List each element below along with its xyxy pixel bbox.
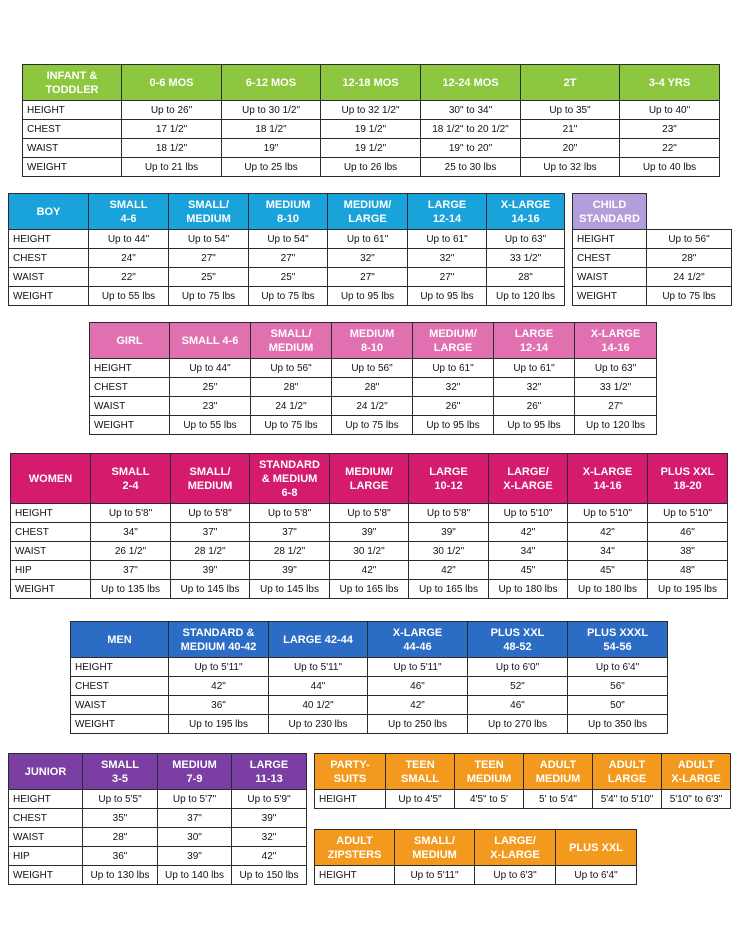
measurement-value: 30 1/2": [330, 542, 409, 561]
measurement-value: Up to 165 lbs: [330, 580, 409, 599]
table-header-row: [573, 194, 732, 230]
measurement-value: 24 1/2": [332, 397, 413, 416]
table-title: INFANT & TODDLER: [23, 65, 122, 101]
measurement-label: WAIST: [90, 397, 170, 416]
size-header: LARGE 12-14: [408, 194, 487, 230]
measurement-value: Up to 95 lbs: [413, 416, 494, 435]
measurement-value: Up to 44": [170, 359, 251, 378]
measurement-value: Up to 230 lbs: [269, 715, 368, 734]
measurement-value: 18 1/2": [222, 120, 321, 139]
measurement-label: WEIGHT: [9, 866, 83, 885]
size-header: MEDIUM 7-9: [158, 754, 232, 790]
measurement-value: Up to 55 lbs: [170, 416, 251, 435]
infant-toddler-table: [22, 64, 720, 177]
size-header: TEEN SMALL: [386, 754, 455, 790]
measurement-value: Up to 5'8": [171, 504, 250, 523]
measurement-label: CHEST: [9, 809, 83, 828]
party-suits-table: [314, 753, 731, 809]
table-row: [573, 268, 732, 287]
measurement-value: 25": [249, 268, 328, 287]
size-header: SMALL 2-4: [91, 454, 171, 504]
measurement-value: Up to 195 lbs: [648, 580, 728, 599]
measurement-value: 19": [222, 139, 321, 158]
measurement-label: CHEST: [71, 677, 169, 696]
measurement-value: Up to 5'11": [395, 866, 475, 885]
measurement-label: WEIGHT: [23, 158, 122, 177]
size-header: 2T: [521, 65, 620, 101]
measurement-value: Up to 56": [251, 359, 332, 378]
measurement-value: 28": [332, 378, 413, 397]
measurement-value: 27": [169, 249, 249, 268]
measurement-value: 23": [170, 397, 251, 416]
measurement-value: Up to 5'10": [648, 504, 728, 523]
measurement-value: Up to 5'7": [158, 790, 232, 809]
size-header: PLUS XXL 18-20: [648, 454, 728, 504]
measurement-value: 30 1/2": [409, 542, 489, 561]
measurement-label: WAIST: [573, 268, 647, 287]
table-row: [9, 249, 565, 268]
girl-table: [89, 322, 657, 435]
size-header: 12-24 MOS: [421, 65, 521, 101]
size-header: X-LARGE 14-16: [575, 323, 657, 359]
measurement-value: Up to 56": [332, 359, 413, 378]
measurement-value: Up to 35": [521, 101, 620, 120]
size-header: SMALL 4-6: [89, 194, 169, 230]
measurement-value: 56": [568, 677, 668, 696]
table-row: [9, 287, 565, 306]
measurement-value: 42": [232, 847, 307, 866]
measurement-value: 33 1/2": [575, 378, 657, 397]
measurement-value: Up to 250 lbs: [368, 715, 468, 734]
measurement-value: 36": [169, 696, 269, 715]
size-header: PLUS XXL 48-52: [468, 622, 568, 658]
size-header: LARGE 12-14: [494, 323, 575, 359]
measurement-value: 25": [170, 378, 251, 397]
measurement-value: 25 to 30 lbs: [421, 158, 521, 177]
measurement-value: 19" to 20": [421, 139, 521, 158]
measurement-label: WAIST: [9, 828, 83, 847]
measurement-value: Up to 26": [122, 101, 222, 120]
measurement-value: 44": [269, 677, 368, 696]
measurement-value: 36": [83, 847, 158, 866]
measurement-value: Up to 145 lbs: [250, 580, 330, 599]
measurement-value: Up to 61": [408, 230, 487, 249]
measurement-value: Up to 145 lbs: [171, 580, 250, 599]
measurement-value: Up to 195 lbs: [169, 715, 269, 734]
measurement-value: 37": [250, 523, 330, 542]
table-title: ADULT ZIPSTERS: [315, 830, 395, 866]
measurement-value: 46": [468, 696, 568, 715]
size-header: X-LARGE 14-16: [568, 454, 648, 504]
table-row: [315, 866, 637, 885]
measurement-value: 39": [158, 847, 232, 866]
women-table: [10, 453, 728, 599]
measurement-value: Up to 54": [169, 230, 249, 249]
measurement-value: Up to 5'8": [409, 504, 489, 523]
measurement-value: 5'4" to 5'10": [593, 790, 662, 809]
table-title: WOMEN: [11, 454, 91, 504]
table-header-row: [315, 830, 637, 866]
measurement-value: 34": [568, 542, 648, 561]
measurement-value: 28": [251, 378, 332, 397]
measurement-value: 34": [91, 523, 171, 542]
table-row: [11, 561, 728, 580]
table-row: [9, 828, 307, 847]
size-header: 3-4 YRS: [620, 65, 720, 101]
table-row: [11, 542, 728, 561]
measurement-value: 4'5" to 5': [455, 790, 524, 809]
measurement-value: 37": [171, 523, 250, 542]
measurement-value: 32": [408, 249, 487, 268]
measurement-value: Up to 32 lbs: [521, 158, 620, 177]
measurement-value: 17 1/2": [122, 120, 222, 139]
measurement-label: CHEST: [573, 249, 647, 268]
measurement-value: 39": [171, 561, 250, 580]
table-header-row: [9, 754, 307, 790]
table-row: [573, 287, 732, 306]
measurement-value: 27": [328, 268, 408, 287]
table-row: [11, 504, 728, 523]
measurement-value: Up to 5'9": [232, 790, 307, 809]
size-header: 0-6 MOS: [122, 65, 222, 101]
measurement-value: Up to 75 lbs: [251, 416, 332, 435]
table-title: CHILD STANDARD: [573, 194, 647, 230]
table-row: [9, 790, 307, 809]
measurement-value: 39": [250, 561, 330, 580]
size-header: X-LARGE 14-16: [487, 194, 565, 230]
measurement-value: 30" to 34": [421, 101, 521, 120]
measurement-value: Up to 270 lbs: [468, 715, 568, 734]
measurement-label: HEIGHT: [23, 101, 122, 120]
measurement-value: 22": [620, 139, 720, 158]
size-header: 12-18 MOS: [321, 65, 421, 101]
table-row: [9, 268, 565, 287]
table-header-row: [9, 194, 565, 230]
measurement-value: 46": [368, 677, 468, 696]
measurement-value: 50": [568, 696, 668, 715]
measurement-value: 32": [328, 249, 408, 268]
measurement-value: Up to 165 lbs: [409, 580, 489, 599]
measurement-value: Up to 75 lbs: [332, 416, 413, 435]
measurement-value: Up to 5'8": [91, 504, 171, 523]
table-row: [90, 378, 657, 397]
table-row: [23, 120, 720, 139]
measurement-value: 45": [568, 561, 648, 580]
measurement-label: HEIGHT: [573, 230, 647, 249]
measurement-value: 25": [169, 268, 249, 287]
child-standard-table: [572, 193, 732, 306]
measurement-label: HEIGHT: [71, 658, 169, 677]
table-row: [9, 847, 307, 866]
size-header: ADULT MEDIUM: [524, 754, 593, 790]
measurement-value: Up to 75 lbs: [647, 287, 732, 306]
measurement-label: CHEST: [23, 120, 122, 139]
boy-table: [8, 193, 565, 306]
measurement-value: 28": [487, 268, 565, 287]
measurement-value: 37": [91, 561, 171, 580]
measurement-value: 33 1/2": [487, 249, 565, 268]
size-header: LARGE/ X-LARGE: [475, 830, 556, 866]
measurement-value: Up to 95 lbs: [408, 287, 487, 306]
measurement-label: WEIGHT: [9, 287, 89, 306]
measurement-label: WAIST: [71, 696, 169, 715]
measurement-value: Up to 120 lbs: [487, 287, 565, 306]
measurement-value: 26 1/2": [91, 542, 171, 561]
measurement-label: HEIGHT: [90, 359, 170, 378]
measurement-value: Up to 40 lbs: [620, 158, 720, 177]
measurement-value: Up to 6'4": [568, 658, 668, 677]
measurement-label: CHEST: [11, 523, 91, 542]
table-title: JUNIOR: [9, 754, 83, 790]
table-row: [90, 416, 657, 435]
measurement-value: 46": [648, 523, 728, 542]
size-header: LARGE/ X-LARGE: [489, 454, 568, 504]
measurement-value: Up to 6'3": [475, 866, 556, 885]
measurement-label: WAIST: [9, 268, 89, 287]
size-header: MEDIUM/ LARGE: [330, 454, 409, 504]
size-header: SMALL/ MEDIUM: [395, 830, 475, 866]
measurement-label: HEIGHT: [315, 790, 386, 809]
measurement-value: Up to 350 lbs: [568, 715, 668, 734]
table-row: [573, 249, 732, 268]
size-header: MEDIUM/ LARGE: [413, 323, 494, 359]
measurement-value: 39": [232, 809, 307, 828]
size-header: MEDIUM 8-10: [332, 323, 413, 359]
measurement-label: HEIGHT: [315, 866, 395, 885]
measurement-value: Up to 180 lbs: [568, 580, 648, 599]
measurement-value: 38": [648, 542, 728, 561]
measurement-value: 32": [494, 378, 575, 397]
table-row: [315, 790, 731, 809]
size-header: 6-12 MOS: [222, 65, 321, 101]
measurement-value: 28 1/2": [250, 542, 330, 561]
measurement-value: 27": [575, 397, 657, 416]
measurement-value: 30": [158, 828, 232, 847]
measurement-value: Up to 120 lbs: [575, 416, 657, 435]
measurement-value: Up to 63": [575, 359, 657, 378]
size-header: TEEN MEDIUM: [455, 754, 524, 790]
measurement-value: 27": [408, 268, 487, 287]
size-header: LARGE 10-12: [409, 454, 489, 504]
measurement-value: 18 1/2": [122, 139, 222, 158]
table-title: BOY: [9, 194, 89, 230]
measurement-value: Up to 135 lbs: [91, 580, 171, 599]
measurement-label: WAIST: [11, 542, 91, 561]
measurement-label: HEIGHT: [9, 790, 83, 809]
measurement-value: 5'10" to 6'3": [662, 790, 731, 809]
size-header: PLUS XXL: [556, 830, 637, 866]
measurement-value: Up to 63": [487, 230, 565, 249]
table-row: [9, 866, 307, 885]
measurement-value: 21": [521, 120, 620, 139]
measurement-value: Up to 56": [647, 230, 732, 249]
measurement-value: 20": [521, 139, 620, 158]
measurement-value: Up to 5'11": [368, 658, 468, 677]
measurement-value: Up to 55 lbs: [89, 287, 169, 306]
measurement-value: 42": [330, 561, 409, 580]
measurement-value: Up to 61": [494, 359, 575, 378]
measurement-value: 5' to 5'4": [524, 790, 593, 809]
size-header: X-LARGE 44-46: [368, 622, 468, 658]
measurement-value: Up to 26 lbs: [321, 158, 421, 177]
measurement-value: Up to 5'11": [169, 658, 269, 677]
measurement-label: WAIST: [23, 139, 122, 158]
measurement-label: HIP: [11, 561, 91, 580]
measurement-value: Up to 6'4": [556, 866, 637, 885]
measurement-value: Up to 61": [413, 359, 494, 378]
junior-table: [8, 753, 307, 885]
measurement-value: 28": [83, 828, 158, 847]
measurement-value: Up to 130 lbs: [83, 866, 158, 885]
table-row: [9, 230, 565, 249]
measurement-value: Up to 180 lbs: [489, 580, 568, 599]
measurement-value: Up to 25 lbs: [222, 158, 321, 177]
measurement-value: 48": [648, 561, 728, 580]
measurement-value: 42": [489, 523, 568, 542]
measurement-label: WEIGHT: [11, 580, 91, 599]
measurement-value: 45": [489, 561, 568, 580]
table-header-row: [71, 622, 668, 658]
size-header: LARGE 42-44: [269, 622, 368, 658]
size-header: SMALL/ MEDIUM: [251, 323, 332, 359]
table-header-row: [11, 454, 728, 504]
measurement-value: 32": [232, 828, 307, 847]
men-table: [70, 621, 668, 734]
measurement-value: 42": [409, 561, 489, 580]
table-row: [23, 101, 720, 120]
table-row: [9, 809, 307, 828]
table-title: MEN: [71, 622, 169, 658]
measurement-label: WEIGHT: [71, 715, 169, 734]
measurement-value: 26": [413, 397, 494, 416]
measurement-value: 19 1/2": [321, 120, 421, 139]
table-row: [90, 359, 657, 378]
size-header: PLUS XXXL 54-56: [568, 622, 668, 658]
measurement-value: Up to 5'11": [269, 658, 368, 677]
measurement-value: Up to 5'8": [330, 504, 409, 523]
measurement-value: Up to 95 lbs: [328, 287, 408, 306]
table-header-row: [315, 754, 731, 790]
measurement-label: HEIGHT: [9, 230, 89, 249]
table-row: [573, 230, 732, 249]
size-header: ADULT LARGE: [593, 754, 662, 790]
table-row: [23, 158, 720, 177]
measurement-value: Up to 5'8": [250, 504, 330, 523]
measurement-value: 26": [494, 397, 575, 416]
measurement-label: WEIGHT: [90, 416, 170, 435]
measurement-value: Up to 75 lbs: [169, 287, 249, 306]
size-header: SMALL 3-5: [83, 754, 158, 790]
table-header-row: [90, 323, 657, 359]
measurement-value: Up to 5'5": [83, 790, 158, 809]
measurement-value: Up to 140 lbs: [158, 866, 232, 885]
measurement-value: Up to 5'10": [568, 504, 648, 523]
table-row: [23, 139, 720, 158]
size-header: STANDARD & MEDIUM 6-8: [250, 454, 330, 504]
table-row: [90, 397, 657, 416]
measurement-value: Up to 30 1/2": [222, 101, 321, 120]
size-header: LARGE 11-13: [232, 754, 307, 790]
measurement-value: 39": [409, 523, 489, 542]
measurement-value: 52": [468, 677, 568, 696]
measurement-value: Up to 54": [249, 230, 328, 249]
measurement-value: Up to 150 lbs: [232, 866, 307, 885]
size-header: SMALL/ MEDIUM: [169, 194, 249, 230]
table-row: [71, 677, 668, 696]
size-header: SMALL 4-6: [170, 323, 251, 359]
measurement-value: 19 1/2": [321, 139, 421, 158]
table-title: GIRL: [90, 323, 170, 359]
measurement-value: 28": [647, 249, 732, 268]
measurement-value: 27": [249, 249, 328, 268]
table-row: [71, 658, 668, 677]
size-header: MEDIUM/ LARGE: [328, 194, 408, 230]
measurement-value: 42": [169, 677, 269, 696]
measurement-value: Up to 6'0": [468, 658, 568, 677]
size-header: SMALL/ MEDIUM: [171, 454, 250, 504]
measurement-value: 22": [89, 268, 169, 287]
measurement-value: Up to 21 lbs: [122, 158, 222, 177]
measurement-value: 39": [330, 523, 409, 542]
measurement-value: 28 1/2": [171, 542, 250, 561]
measurement-value: 37": [158, 809, 232, 828]
measurement-value: 42": [368, 696, 468, 715]
measurement-value: 18 1/2" to 20 1/2": [421, 120, 521, 139]
measurement-value: Up to 5'10": [489, 504, 568, 523]
measurement-value: 35": [83, 809, 158, 828]
table-row: [71, 715, 668, 734]
measurement-value: 24": [89, 249, 169, 268]
measurement-value: 32": [413, 378, 494, 397]
measurement-label: HIP: [9, 847, 83, 866]
measurement-value: Up to 75 lbs: [249, 287, 328, 306]
measurement-value: 40 1/2": [269, 696, 368, 715]
table-header-row: [23, 65, 720, 101]
measurement-label: CHEST: [9, 249, 89, 268]
size-header: ADULT X-LARGE: [662, 754, 731, 790]
measurement-label: HEIGHT: [11, 504, 91, 523]
measurement-value: Up to 44": [89, 230, 169, 249]
table-row: [71, 696, 668, 715]
measurement-value: Up to 61": [328, 230, 408, 249]
measurement-value: Up to 32 1/2": [321, 101, 421, 120]
measurement-label: WEIGHT: [573, 287, 647, 306]
measurement-value: Up to 40": [620, 101, 720, 120]
measurement-value: 23": [620, 120, 720, 139]
table-title: PARTY- SUITS: [315, 754, 386, 790]
measurement-value: 34": [489, 542, 568, 561]
measurement-value: Up to 4'5": [386, 790, 455, 809]
table-row: [11, 523, 728, 542]
measurement-value: Up to 95 lbs: [494, 416, 575, 435]
adult-zipsters-table: [314, 829, 637, 885]
measurement-value: 24 1/2": [647, 268, 732, 287]
table-row: [11, 580, 728, 599]
measurement-value: 42": [568, 523, 648, 542]
measurement-value: 24 1/2": [251, 397, 332, 416]
size-header: STANDARD & MEDIUM 40-42: [169, 622, 269, 658]
size-header: MEDIUM 8-10: [249, 194, 328, 230]
measurement-label: CHEST: [90, 378, 170, 397]
